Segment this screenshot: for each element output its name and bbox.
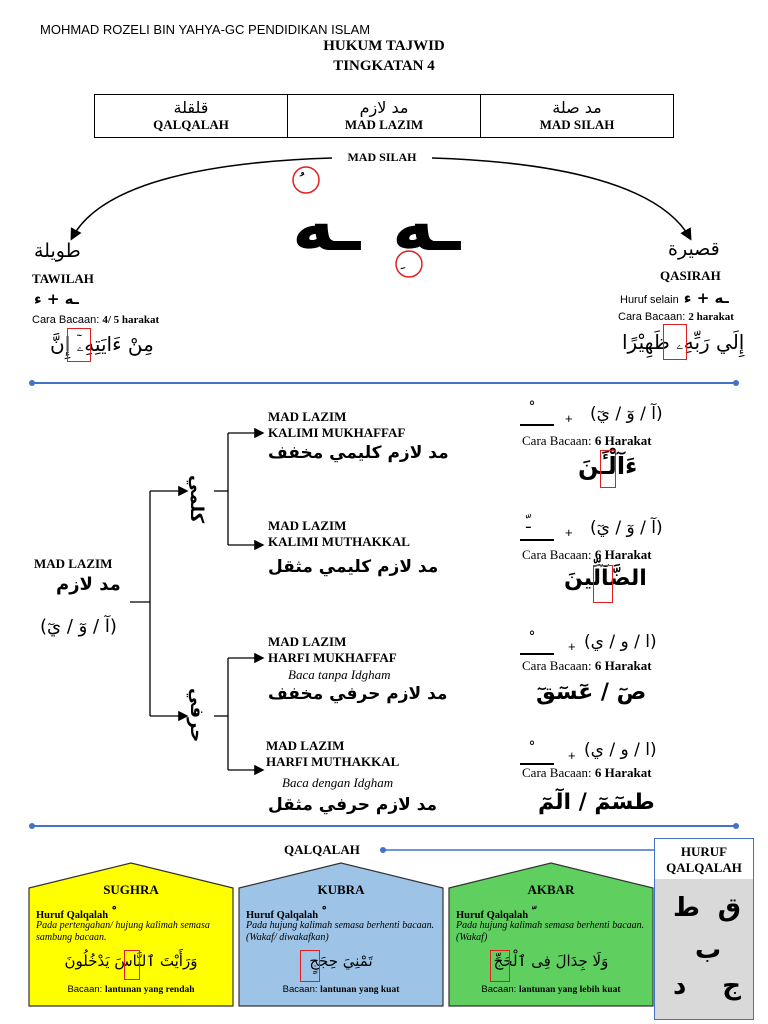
formula-letters: (ا / و / ي) xyxy=(584,740,657,760)
tawilah-label: TAWILAH xyxy=(32,271,94,286)
tawilah-formula: ـه + ء xyxy=(34,290,79,308)
formula-letters: (ا / و / ي) xyxy=(584,632,657,652)
house-example: وَرَأَيْتَ ٱلنَّاسَ يَدْخُلُونَ xyxy=(64,952,198,970)
qalqalah-letter: د xyxy=(673,971,687,1001)
branch-harfi: حرفي xyxy=(186,688,207,743)
item-line2: HARFI MUTHAKKAL xyxy=(266,754,400,769)
qasirah-formula: ـه + ء xyxy=(683,289,729,307)
cara-label: Cara Bacaan: xyxy=(522,765,592,780)
item-arabic: مد لازم كليمي مثقل xyxy=(268,557,439,577)
item-title xyxy=(266,738,399,770)
item-note: Baca dengan Idgham xyxy=(282,775,394,790)
page-subtitle: TINGKATAN 4 xyxy=(333,58,435,74)
item-example: صٓ / عٓسٓقٓ xyxy=(536,680,647,705)
item-line2: HARFI MUKHAFFAF xyxy=(268,650,397,665)
bacaan-value: lantunan yang lebih kuat xyxy=(518,985,621,995)
house-bacaan xyxy=(28,984,234,995)
plus-sign: + xyxy=(565,525,573,540)
bacaan-label: Bacaan: xyxy=(67,984,103,995)
qasirah-prefix: Huruf selain xyxy=(620,294,679,306)
item-arabic: مد لازم حرفي مثقل xyxy=(268,795,438,815)
house-title: AKBAR xyxy=(527,882,575,897)
cara-value: 6 Harakat xyxy=(594,658,652,673)
qalqalah-letter: ط xyxy=(673,893,701,923)
item-line1: MAD LAZIM xyxy=(268,634,347,649)
plus-sign: + xyxy=(568,639,576,654)
huruf-title-line2: QALQALAH xyxy=(666,860,742,875)
bacaan-value: lantunan yang rendah xyxy=(104,985,195,995)
huruf-box-title xyxy=(655,839,753,879)
cara-line xyxy=(522,658,652,674)
cara-value: 2 harakat xyxy=(688,311,734,323)
qasirah-example: إِلَي رَبِّهِۦ ظَهِيْرًا xyxy=(622,330,745,354)
mad-silah-label: MAD SILAH xyxy=(332,150,432,165)
table-cell-arabic: مد صلة xyxy=(552,98,602,117)
cara-line xyxy=(522,765,652,781)
highlight-box xyxy=(490,950,510,982)
qasirah-arabic: قصيرة xyxy=(668,238,720,260)
cara-value: 4/ 5 harakat xyxy=(102,314,160,326)
highlight-box xyxy=(600,450,616,488)
tawilah-example: مِنْ ءَايَتِهِۦٓ إِنَّ xyxy=(50,332,154,356)
item-line1: MAD LAZIM xyxy=(266,738,345,753)
cara-value: 6 Harakat xyxy=(594,547,652,562)
item-line1: MAD LAZIM xyxy=(268,518,347,533)
big-ha-letter-2: ـه xyxy=(392,183,461,267)
qalqalah-letter: ب xyxy=(695,935,722,965)
item-arabic: مد لازم حرفي مخفف xyxy=(268,684,448,704)
table-cell-latin: QALQALAH xyxy=(153,117,229,132)
mad-lazim-title: MAD LAZIM xyxy=(34,556,113,571)
tawilah-cara xyxy=(32,314,159,326)
author-line: MOHMAD ROZELI BIN YAHYA-GC PENDIDIKAN ISLAM xyxy=(40,22,371,37)
house-title: SUGHRA xyxy=(103,882,159,897)
branch-kalimi: كلمي xyxy=(186,475,207,524)
qalqalah-letter: ق xyxy=(717,893,741,923)
formula-letters: (آ / وٓ / يٓ) xyxy=(590,404,663,424)
item-arabic: مد لازم كليمي مخفف xyxy=(268,443,449,463)
mad-lazim-arabic: مد لازم xyxy=(56,574,121,595)
item-title xyxy=(268,518,410,550)
item-title xyxy=(268,409,405,441)
qalqalah-letter: ج xyxy=(722,971,741,1001)
house-example: وَلَا جِدَالَ فِى ٱلْحَجِّ xyxy=(493,952,609,970)
huruf-title-line1: HURUF xyxy=(680,844,728,859)
bacaan-label: Bacaan: xyxy=(282,984,318,995)
cara-label: Cara Bacaan: xyxy=(522,433,592,448)
page-title: HUKUM TAJWID xyxy=(323,38,445,54)
cara-label: Cara Bacaan: xyxy=(522,658,592,673)
item-line2: KALIMI MUTHAKKAL xyxy=(268,534,410,549)
item-title xyxy=(268,634,397,666)
house-example: تَمْنِيَ حِجَجٍ xyxy=(309,952,373,970)
table-cell-latin: MAD LAZIM xyxy=(344,117,424,132)
qalqalah-label: QALQALAH xyxy=(284,842,360,857)
cara-value: 6 Harakat xyxy=(594,433,652,448)
bacaan-label: Bacaan: xyxy=(481,984,517,995)
huruf-label: Huruf Qalqalah xyxy=(456,910,529,921)
item-line2: KALIMI MUKHAFFAF xyxy=(268,425,406,440)
formula-letters: (آ / وٓ / يٓ) xyxy=(590,518,663,538)
cara-value: 6 Harakat xyxy=(594,765,652,780)
formula-sign: ـّ xyxy=(526,513,531,532)
house-akbar xyxy=(448,862,654,1007)
house-desc: Pada pertengahan/ hujung kalimah semasa sambung bacaan. xyxy=(36,920,210,943)
highlight-box xyxy=(593,565,613,603)
item-example: طسٓمٓ / الٓمٓ xyxy=(538,790,655,815)
item-example: الضَّآلِّينَ xyxy=(564,566,647,591)
qasirah-formula-line xyxy=(620,288,729,307)
highlight-box xyxy=(67,328,91,362)
item-note: Baca tanpa Idgham xyxy=(288,667,391,682)
cara-label: Cara Bacaan: xyxy=(32,314,100,326)
qasirah-label: QASIRAH xyxy=(660,268,721,283)
item-example: ءَآلْـَٔنَ xyxy=(578,452,638,480)
table-cell-arabic: مد لازم xyxy=(359,98,409,117)
tawilah-arabic: طويلة xyxy=(34,240,81,262)
plus-sign: + xyxy=(568,748,576,763)
table-cell-arabic: قلقلة xyxy=(173,98,209,117)
huruf-label: Huruf Qalqalah xyxy=(36,910,109,921)
mad-lazim-letters: (آ / وٓ / يٓ) xyxy=(40,616,117,637)
cara-line xyxy=(522,433,652,449)
bacaan-value: lantunan yang kuat xyxy=(320,985,400,995)
highlight-box xyxy=(663,324,687,360)
plus-sign: + xyxy=(565,411,573,426)
house-kubra xyxy=(238,862,444,1007)
cara-label: Cara Bacaan: xyxy=(522,547,592,562)
huruf-qalqalah-box xyxy=(654,838,754,1020)
house-title: KUBRA xyxy=(317,882,365,897)
house-sughra xyxy=(28,862,234,1007)
highlight-box xyxy=(124,950,140,980)
house-desc: Pada hujung kalimah semasa berhenti bacaan. (Wakaf/ diwakafkan) xyxy=(246,920,435,943)
cara-line xyxy=(522,547,652,563)
table-cell-latin: MAD SILAH xyxy=(539,117,615,132)
big-ha-letter: ـه xyxy=(292,183,361,267)
cara-label: Cara Bacaan: xyxy=(618,311,686,323)
house-bacaan xyxy=(238,984,444,995)
house-bacaan xyxy=(448,984,654,995)
qasirah-cara xyxy=(618,311,734,323)
item-line1: MAD LAZIM xyxy=(268,409,347,424)
highlight-box xyxy=(300,950,320,982)
house-desc: Pada hujung kalimah semasa berhenti bacaan. (Wakaf) xyxy=(456,920,645,943)
huruf-label: Huruf Qalqalah xyxy=(246,910,319,921)
